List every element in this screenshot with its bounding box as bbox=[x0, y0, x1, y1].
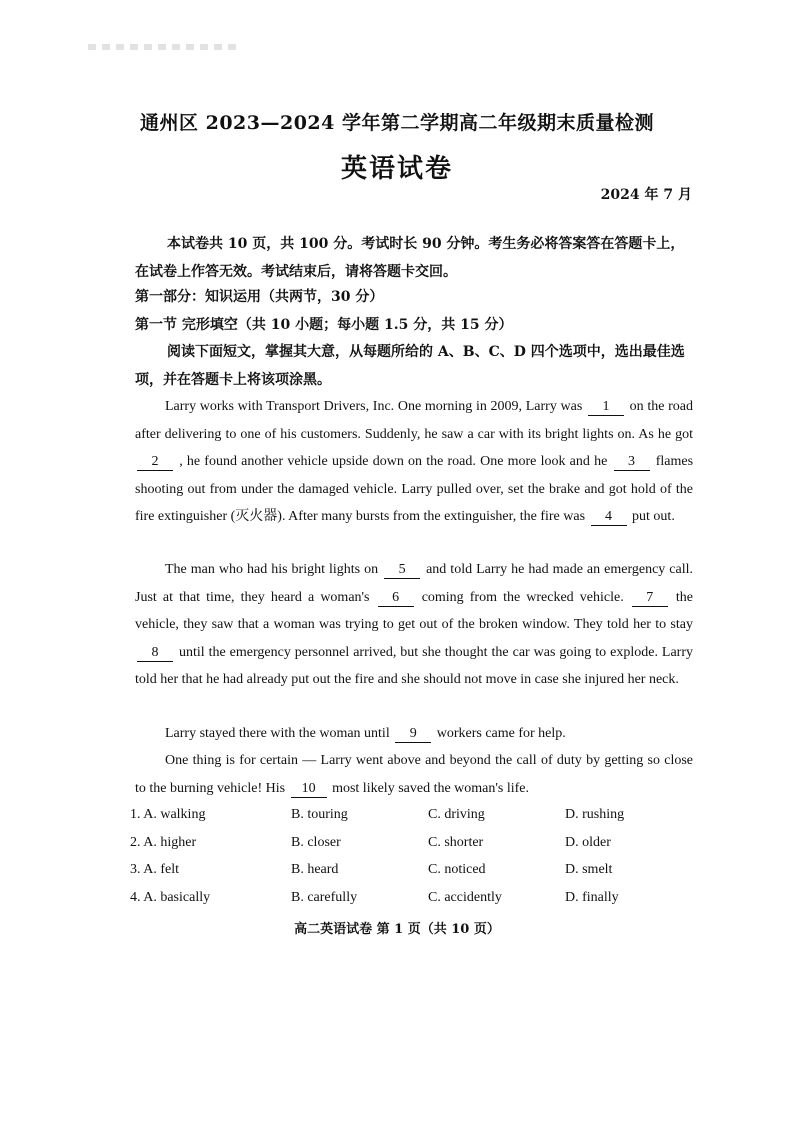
passage-text: the vehicle, they saw that a woman was trying to get out of the broken window. They told her to stay bbox=[135, 589, 693, 632]
option-d: D. smelt bbox=[565, 862, 613, 877]
passage-paragraph-2 bbox=[135, 556, 693, 694]
passage-text: One thing is for certain — Larry went above and beyond the call of duty by getting so close to the burning vehicle! His bbox=[135, 753, 693, 796]
blank-10: 10 bbox=[291, 781, 327, 798]
blank-1: 1 bbox=[588, 399, 624, 416]
option-b: B. closer bbox=[291, 834, 341, 850]
passage-text: , he found another vehicle upside down on the road. One more look and he bbox=[179, 454, 608, 469]
option-b: B. heard bbox=[291, 862, 339, 877]
option-a: 1. A. walking bbox=[130, 807, 206, 822]
passage-paragraph-3 bbox=[135, 720, 693, 748]
option-d: D. finally bbox=[565, 889, 619, 905]
answer-options bbox=[130, 803, 690, 913]
exam-title: 通州区 2023—2024 学年第二学期高二年级期末质量检测 bbox=[140, 112, 654, 134]
option-a: 4. A. basically bbox=[130, 889, 211, 905]
scan-artifact bbox=[88, 44, 238, 50]
question-options-4 bbox=[130, 886, 690, 914]
passage-text: flames shooting out from under the damaged vehicle. Larry pulled over, set the brake and got hold of the fire extinguisher (灭火器). After many bursts from the extinguisher, the fire was bbox=[135, 454, 694, 524]
passage-paragraph-4 bbox=[135, 747, 693, 802]
option-a: 3. A. felt bbox=[130, 862, 179, 877]
passage-text: put out. bbox=[632, 509, 675, 524]
passage-text: until the emergency personnel arrived, but she thought the car was going to explode. Larry told her that he had already put out the fire and she should not move in case she injured her neck. bbox=[135, 644, 693, 687]
option-b: B. carefully bbox=[291, 889, 358, 905]
passage-paragraph-1 bbox=[135, 393, 693, 531]
section-heading: 第一节 完形填空（共 10 小题；每小题 1.5 分，共 15 分） bbox=[135, 317, 513, 333]
passage-text: Larry works with Transport Drivers, Inc. One morning in 2009, Larry was bbox=[165, 399, 583, 414]
blank-8: 8 bbox=[137, 645, 173, 662]
blank-3: 3 bbox=[614, 454, 650, 471]
blank-6: 6 bbox=[378, 590, 414, 607]
option-c: C. noticed bbox=[428, 862, 486, 877]
passage-text: workers came for help. bbox=[436, 726, 566, 741]
passage-text: coming from the wrecked vehicle. bbox=[421, 589, 624, 605]
option-d: D. older bbox=[565, 834, 611, 850]
page-footer: 高二英语试卷 第 1 页（共 10 页） bbox=[294, 922, 500, 937]
exam-subject: 英语试卷 bbox=[340, 154, 453, 184]
option-c: C. driving bbox=[428, 807, 485, 822]
passage-text: on the road after delivering to one of his customers. Suddenly, he saw a car with its bright lights on. As he got bbox=[135, 399, 694, 442]
option-a: 2. A. higher bbox=[130, 834, 197, 850]
blank-9: 9 bbox=[395, 726, 431, 743]
passage-text: Larry stayed there with the woman until bbox=[165, 726, 390, 741]
exam-date: 2024 年 7 月 bbox=[600, 187, 692, 203]
section-directions: 阅读下面短文，掌握其大意，从每题所给的 A、B、C、D 四个选项中，选出最佳选项，并在答题卡上将该项涂黑。 bbox=[135, 344, 685, 388]
option-d: D. rushing bbox=[565, 807, 625, 822]
blank-7: 7 bbox=[632, 590, 668, 607]
exam-instructions: 本试卷共 10 页，共 100 分。考试时长 90 分钟。考生务必将答案答在答题卡上，在试卷上作答无效。考试结束后，请将答题卡交回。 bbox=[135, 236, 685, 280]
option-b: B. touring bbox=[291, 807, 348, 822]
option-c: C. accidently bbox=[428, 889, 502, 905]
passage-text: most likely saved the woman's life. bbox=[332, 780, 530, 796]
question-options-3 bbox=[130, 858, 690, 886]
question-options-1 bbox=[130, 803, 690, 831]
passage-text: and told Larry he had made an emergency call. Just at that time, they heard a woman's bbox=[135, 562, 693, 605]
blank-4: 4 bbox=[591, 509, 627, 526]
question-options-2 bbox=[130, 831, 690, 859]
blank-5: 5 bbox=[384, 562, 420, 579]
option-c: C. shorter bbox=[428, 834, 484, 850]
part-heading: 第一部分：知识运用（共两节，30 分） bbox=[135, 289, 384, 305]
passage-text: The man who had his bright lights on bbox=[165, 562, 379, 577]
blank-2: 2 bbox=[137, 454, 173, 471]
